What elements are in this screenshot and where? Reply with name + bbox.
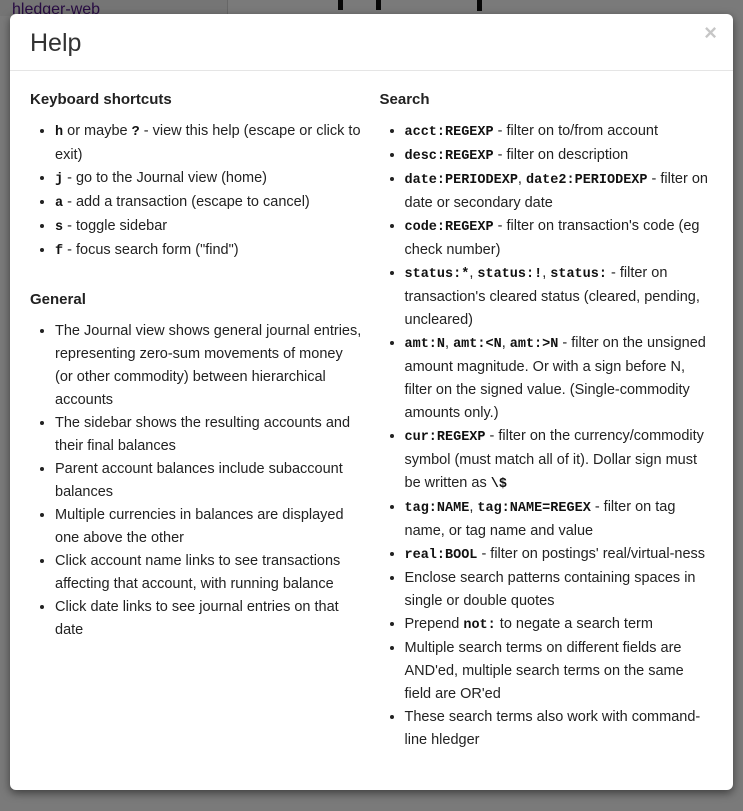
list-item — [55, 167, 364, 191]
text-run: Multiple search terms on different fields are AND'ed, multiple search terms on the same field are OR'ed — [404, 640, 684, 702]
help-modal — [10, 14, 733, 790]
text-run: - filter on transaction's code (eg check number) — [404, 218, 700, 258]
list-item — [405, 496, 714, 543]
list-item — [55, 191, 364, 215]
modal-header — [10, 14, 733, 71]
text-run: - filter on transaction's cleared status (cleared, pending, uncleared) — [404, 265, 700, 328]
list-item — [405, 543, 714, 567]
code-term: desc:REGEXP — [404, 149, 494, 164]
code-term: acct:REGEXP — [404, 125, 494, 140]
code-term: j — [55, 172, 64, 187]
text-run: , — [469, 265, 478, 281]
text-run: Multiple currencies in balances are displayed one above the other — [55, 507, 344, 546]
text-run: or maybe — [63, 123, 132, 139]
text-run: , — [469, 499, 478, 515]
list-item — [55, 550, 364, 596]
help-section — [380, 91, 714, 752]
text-run: The sidebar shows the resulting accounts and their final balances — [55, 415, 351, 454]
list-item — [55, 239, 364, 263]
text-run: Click date links to see journal entries on that date — [55, 599, 339, 638]
code-term: tag:NAME=REGEX — [477, 501, 591, 516]
help-section — [30, 91, 364, 263]
text-run: - go to the Journal view (home) — [63, 170, 268, 186]
list-item — [405, 120, 714, 144]
section-heading: Search — [379, 91, 430, 108]
section-heading: General — [30, 291, 86, 308]
code-term: a — [55, 196, 64, 211]
help-list — [30, 320, 364, 642]
help-list — [30, 120, 364, 263]
text-run: - filter on tag name, or tag name and value — [404, 499, 676, 539]
text-run: - filter on description — [493, 147, 629, 163]
text-run: - view this help (escape or click to exit) — [55, 123, 361, 163]
code-term: amt:>N — [509, 337, 559, 352]
code-term: s — [55, 220, 64, 235]
code-term: status: — [550, 267, 607, 282]
text-run: - filter on to/from account — [493, 123, 659, 139]
code-term: real:BOOL — [404, 548, 478, 563]
list-item — [405, 215, 714, 262]
text-run: , — [542, 265, 551, 281]
code-term: amt:N — [404, 337, 446, 352]
section-heading: Keyboard shortcuts — [30, 91, 172, 108]
text-run: , — [517, 171, 526, 187]
text-run: - filter on the currency/commodity symbol (must match all of it). Dollar sign must be written as — [404, 428, 704, 491]
list-item — [405, 262, 714, 332]
text-run: , — [445, 335, 454, 351]
code-term: not: — [463, 618, 496, 633]
help-section — [30, 291, 364, 642]
text-run: - toggle sidebar — [63, 218, 168, 234]
list-item — [405, 425, 714, 496]
text-run: , — [501, 335, 510, 351]
list-item — [55, 215, 364, 239]
text-run: - filter on date or secondary date — [404, 171, 708, 211]
code-term: cur:REGEXP — [404, 430, 486, 445]
list-item — [405, 332, 714, 425]
text-run: These search terms also work with command-line hledger — [404, 709, 701, 748]
list-item — [405, 706, 714, 752]
list-item — [55, 320, 364, 412]
list-item — [405, 637, 714, 706]
list-item — [55, 504, 364, 550]
list-item — [55, 458, 364, 504]
list-item — [405, 168, 714, 215]
text-run: Enclose search patterns containing spaces in single or double quotes — [404, 570, 696, 609]
text-run: - focus search form ("find") — [63, 242, 239, 258]
list-item — [405, 567, 714, 613]
list-item — [55, 596, 364, 642]
code-term: status:* — [404, 267, 470, 282]
code-term: tag:NAME — [404, 501, 470, 516]
help-column-left — [30, 79, 364, 752]
text-run: - filter on postings' real/virtual-ness — [477, 546, 706, 562]
list-item — [405, 613, 714, 637]
text-run: Prepend — [404, 616, 464, 632]
list-item — [55, 120, 364, 167]
list-item — [405, 144, 714, 168]
text-run: - add a transaction (escape to cancel) — [63, 194, 310, 210]
text-run: - filter on the unsigned amount magnitude. Or with a sign before N, filter on the signed value. (Single-commodity amounts only.) — [404, 335, 706, 421]
text-run: Parent account balances include subaccount balances — [55, 461, 343, 500]
code-term: ? — [131, 125, 140, 140]
text-run: Click account name links to see transactions affecting that account, with running balance — [55, 553, 341, 592]
code-term: date:PERIODEXP — [404, 173, 518, 188]
help-list — [380, 120, 714, 752]
code-term: \$ — [490, 477, 507, 492]
code-term: status:! — [477, 267, 543, 282]
code-term: f — [55, 244, 64, 259]
modal-title: Help — [30, 29, 82, 57]
code-term: h — [55, 125, 64, 140]
code-term: date2:PERIODEXP — [525, 173, 648, 188]
modal-body — [10, 71, 733, 772]
code-term: amt:<N — [453, 337, 502, 352]
text-run: to negate a search term — [495, 616, 653, 632]
code-term: code:REGEXP — [404, 220, 494, 235]
text-run: The Journal view shows general journal entries, representing zero-sum movements of money (or other commodity) between hierarchical accounts — [55, 323, 362, 408]
close-button[interactable]: × — [704, 20, 717, 45]
list-item — [55, 412, 364, 458]
help-column-right — [380, 79, 714, 752]
